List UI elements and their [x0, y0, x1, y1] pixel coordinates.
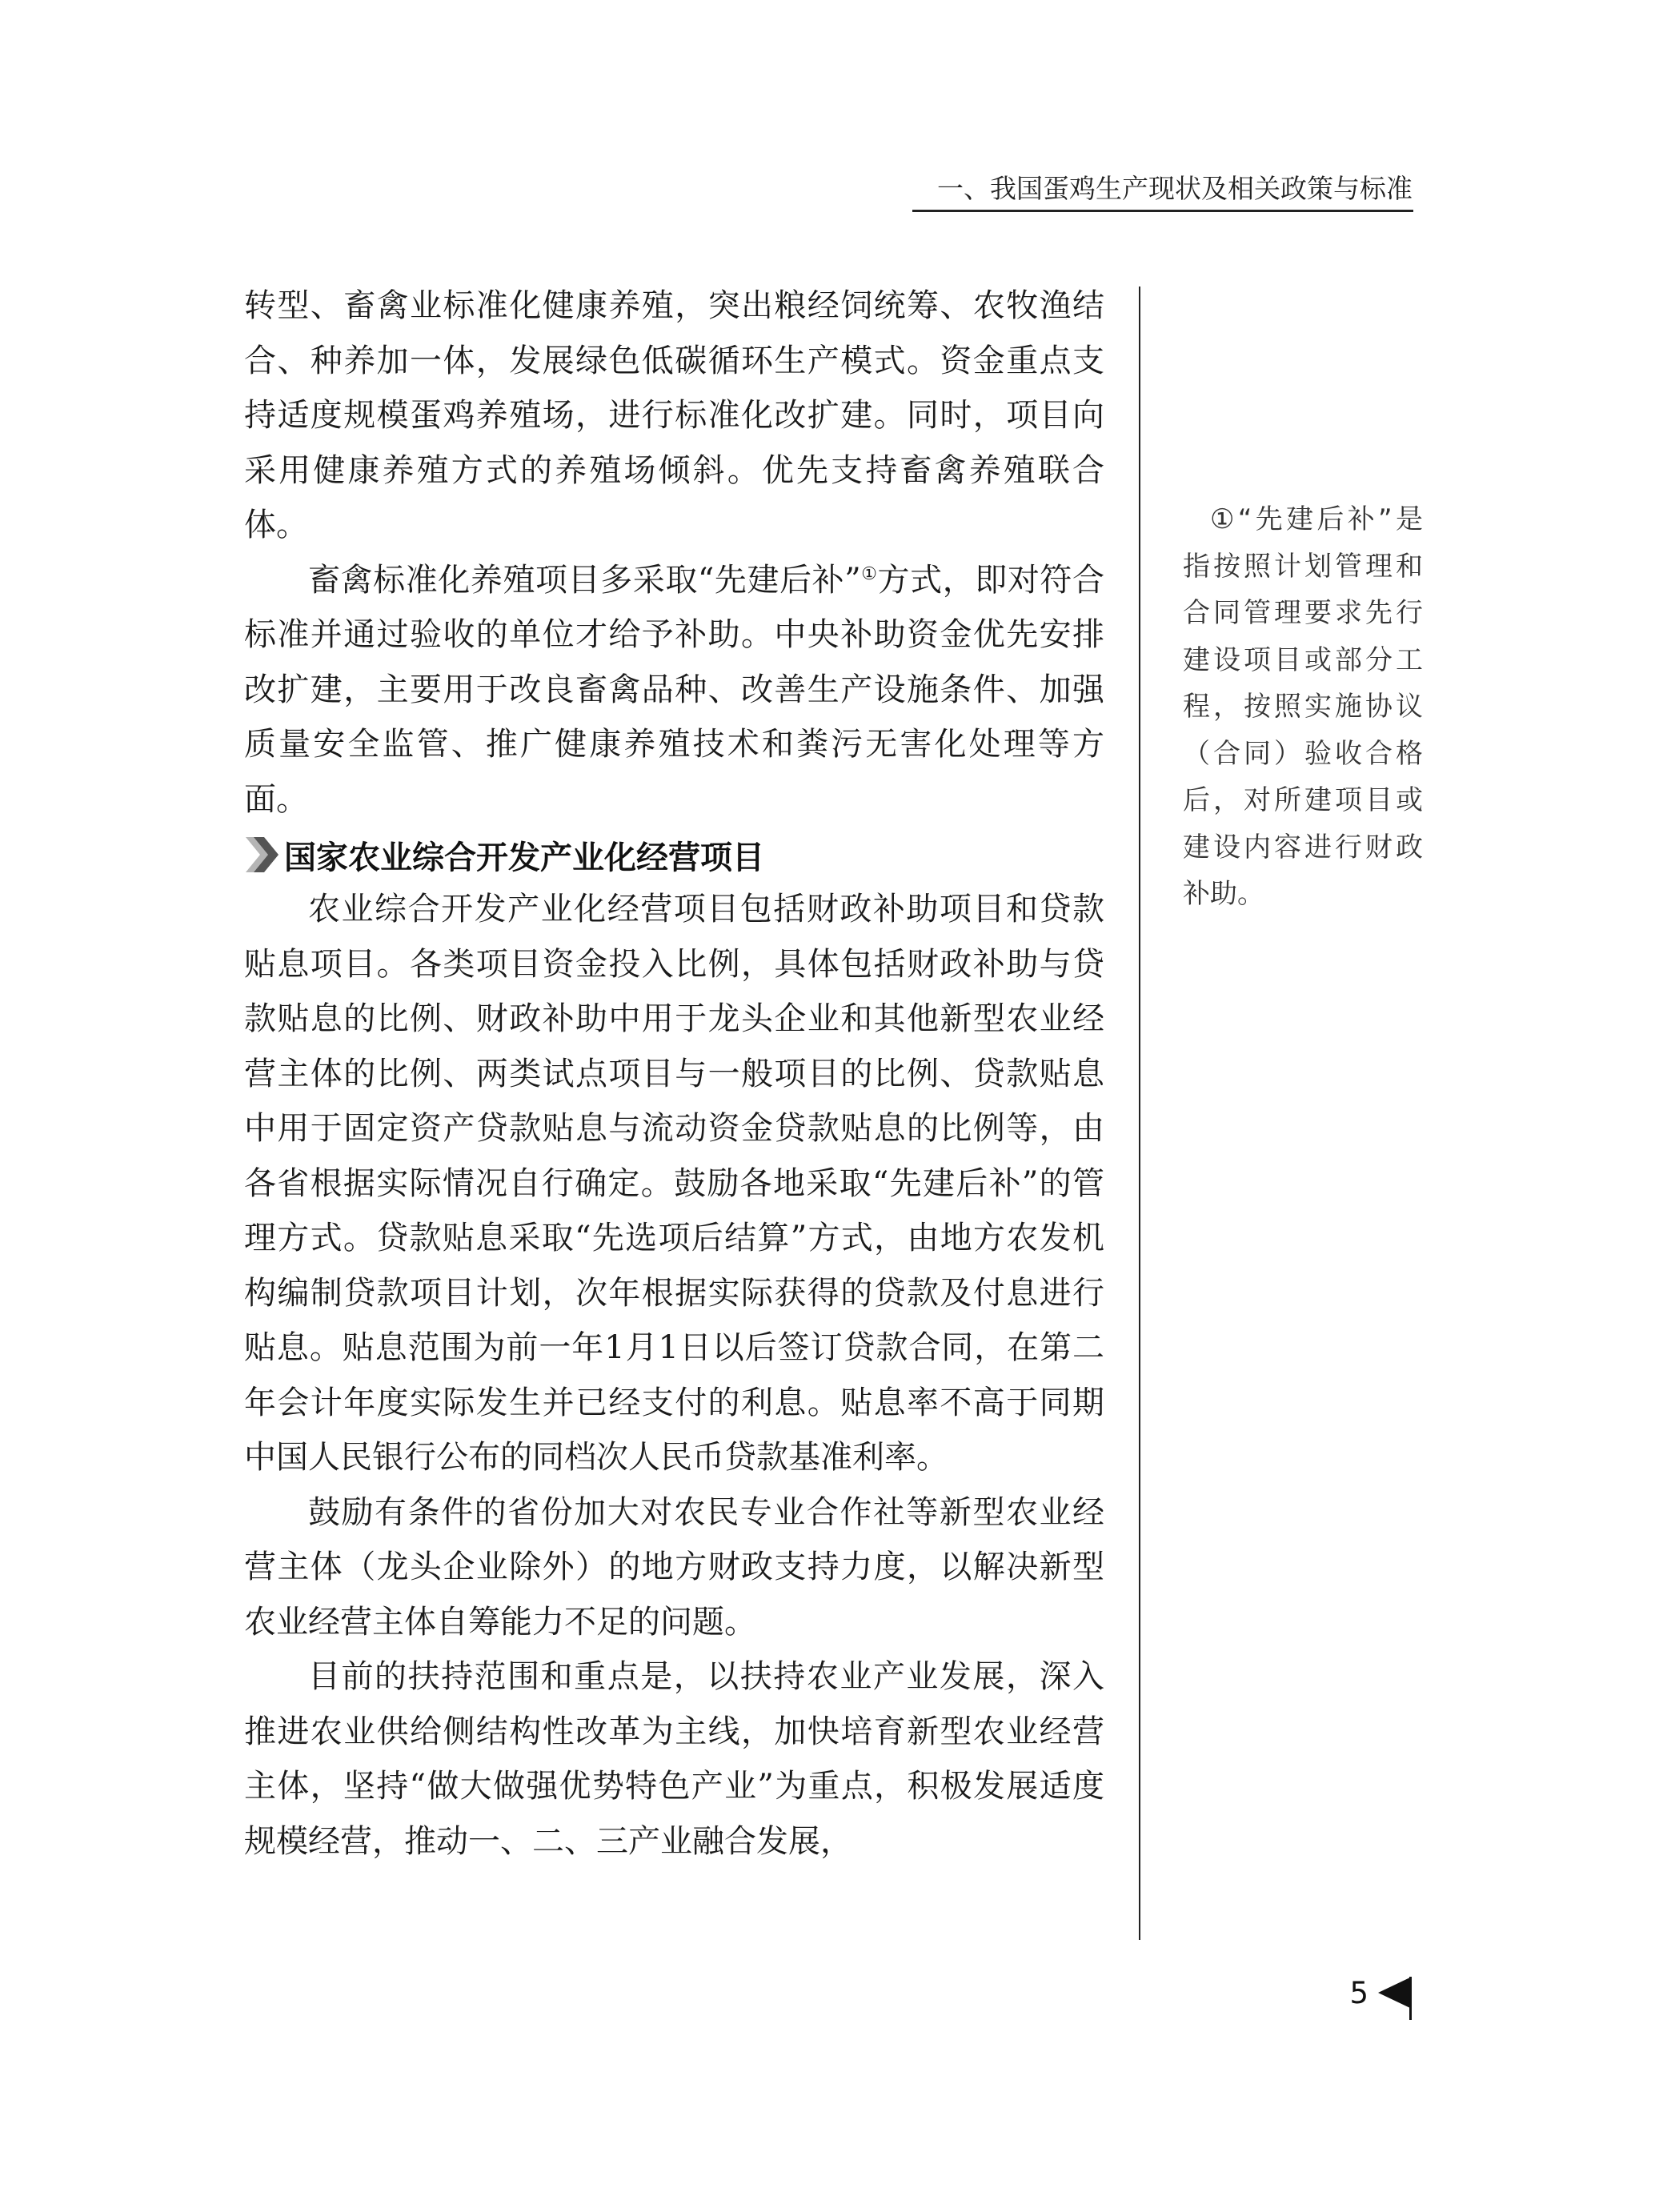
paragraph-1: 转型、畜禽业标准化健康养殖，突出粮经饲统筹、农牧渔结合、种养加一体，发展绿色低碳循环生产模式。资金重点支持适度规模蛋鸡养殖场，进行标准化改扩建。同时，项目向采用健康养殖方式的养殖场倾斜。优先支持畜禽养殖联合体。 — [244, 287, 1104, 543]
paragraph-3: 农业综合开发产业化经营项目包括财政补助项目和贷款贴息项目。各类项目资金投入比例，具体包括财政补助与贷款贴息的比例、财政补助中用于龙头企业和其他新型农业经营主体的比例、两类试点项目与一般项目的比例、贷款贴息中用于固定资产贷款贴息与流动资金贷款贴息的比例等，由各省根据实际情况自行确定。鼓励各地采取“先建后补”的管理方式。贷款贴息采取“先选项后结算”方式，由地方农发机构编制贷款项目计划，次年根据实际获得的贷款及付息进行贴息。贴息范围为前一年1月1日以后签订贷款合同，在第二年会计年度实际发生并已经支付的利息。贴息率不高于同期中国人民银行公布的同档次人民币贷款基准利率。 — [244, 891, 1104, 1476]
section-heading-text: 国家农业综合开发产业化经营项目 — [284, 839, 764, 876]
paragraph-2 — [244, 553, 1104, 827]
sidenote-text: ①“先建后补”是指按照计划管理和合同管理要求先行建设项目或部分工程，按照实施协议（合同）验收合格后，对所建项目或建设内容进行财政补助。 — [1183, 503, 1423, 910]
page-number: 5 — [1349, 1976, 1368, 2010]
paragraph-4: 鼓励有条件的省份加大对农民专业合作社等新型农业经营主体（龙头企业除外）的地方财政支持力度，以解决新型农业经营主体自筹能力不足的问题。 — [244, 1493, 1104, 1641]
header-rule — [912, 210, 1413, 212]
footnote-marker[interactable]: ① — [860, 563, 878, 584]
running-header: 一、我国蛋鸡生产现状及相关政策与标准 — [937, 173, 1413, 204]
section-heading — [244, 832, 1104, 877]
page-marker-icon — [1375, 1974, 1415, 2022]
paragraph-2-start: 畜禽标准化养殖项目多采取“先建后补” — [308, 561, 861, 599]
main-text-column — [244, 279, 1104, 1869]
paragraph-2-end: 方式，即对符合标准并通过验收的单位才给予补助。中央补助资金优先安排改扩建，主要用于改良畜禽品种、改善生产设施条件、加强质量安全监管、推广健康养殖技术和粪污无害化处理等方面。 — [244, 561, 1104, 818]
margin-divider — [1139, 287, 1140, 1940]
paragraph-5: 目前的扶持范围和重点是，以扶持农业产业发展，深入推进农业供给侧结构性改革为主线，加快培育新型农业经营主体，坚持“做大做强优势特色产业”为重点，积极发展适度规模经营，推动一、二、三产业融合发展， — [244, 1658, 1104, 1860]
double-chevron-icon — [244, 832, 279, 877]
sidenote — [1183, 496, 1423, 918]
